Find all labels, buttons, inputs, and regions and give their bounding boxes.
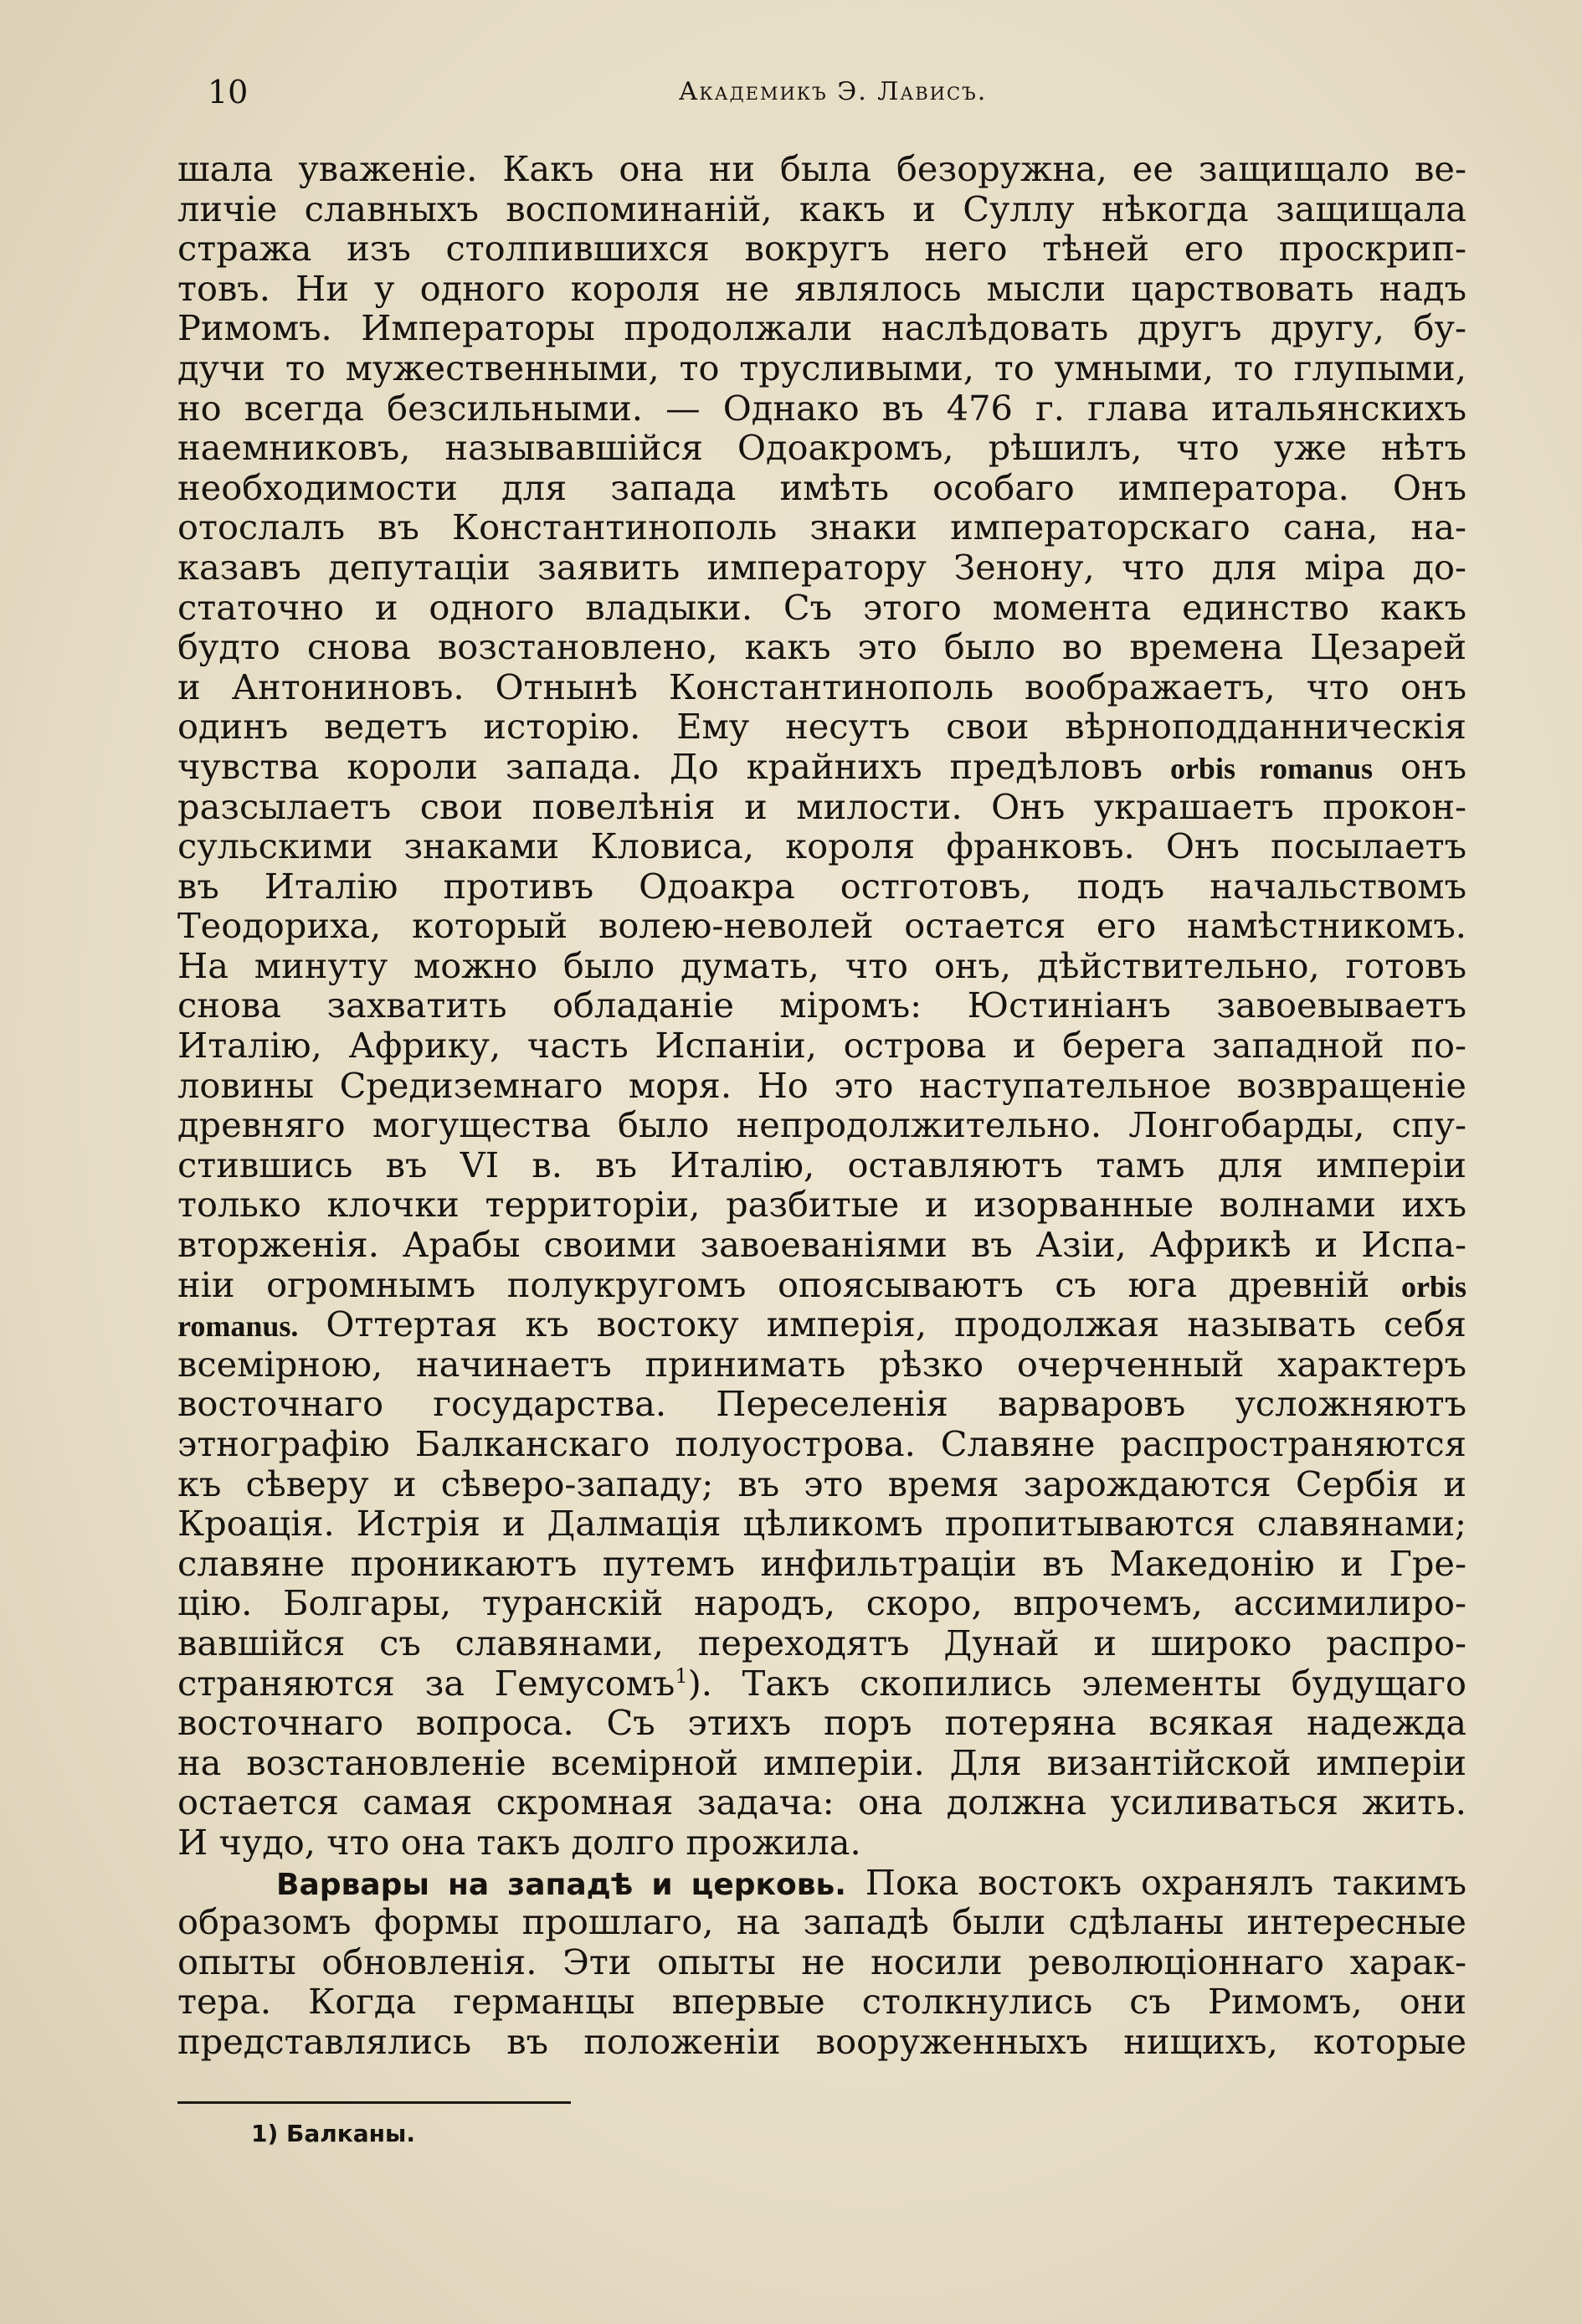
text-segment: онъ (1400, 746, 1466, 787)
text-line: только клочки территоріи, разбитые и изорванные волнами ихъ (177, 1185, 1466, 1226)
text-segment: Оттертая къ востоку имперія, продолжая называть себя (326, 1304, 1466, 1345)
text-segment: чувства короли запада. До крайнихъ предѣловъ (177, 746, 1143, 787)
text-line: необходимости для запада имѣть особаго императора. Онъ (177, 467, 1466, 508)
latin-term: orbis romanus (1169, 751, 1374, 785)
latin-term: orbis (1400, 1269, 1466, 1303)
text-line: цію. Болгары, туранскій народъ, скоро, впрочемъ, ассимилиро- (177, 1583, 1466, 1623)
text-line: вавшійся съ славянами, переходятъ Дунай и широко распро- (177, 1622, 1466, 1663)
text-line: всемірною, начинаетъ принимать рѣзко очерченный характеръ (177, 1344, 1466, 1385)
footnote-reference[interactable]: 1 (675, 1663, 688, 1688)
text-line: славяне проникаютъ путемъ инфильтраціи въ Македонію и Гре- (177, 1543, 1466, 1584)
text-line: остается самая скромная задача: она должна усиливаться жить. (177, 1782, 1466, 1823)
text-line: личіе славныхъ воспоминаній, какъ и Суллу нѣкогда защищала (177, 188, 1466, 229)
text-line: Кроація. Истрія и Далмація цѣликомъ пропитываются славянами; (177, 1504, 1466, 1544)
text-segment: Пока востокъ охранялъ такимъ (865, 1862, 1466, 1903)
running-head: Академикъ Э. Лависъ. (678, 77, 988, 106)
text-line-orbis-romanus (177, 747, 1466, 787)
text-line: будто снова возстановлено, какъ это было во времена Цезарей (177, 627, 1466, 667)
text-line: шала уваженіе. Какъ она ни была безоружна, ее защищало ве- (177, 149, 1466, 189)
text-line-footnote-ref (177, 1663, 1466, 1704)
section-heading: Варвары на западѣ и церковь. (276, 1867, 846, 1902)
text-line: казавъ депутаціи заявить императору Зенону, что для міра до- (177, 547, 1466, 588)
text-line: статочно и одного владыки. Съ этого момента единство какъ (177, 587, 1466, 628)
text-line: снова захватить обладаніе міромъ: Юстиніанъ завоевываетъ (177, 985, 1466, 1026)
text-line: наемниковъ, называвшійся Одоакромъ, рѣшилъ, что уже нѣтъ (177, 428, 1466, 468)
footnote-divider (177, 2101, 571, 2104)
text-line: стража изъ столпившихся вокругъ него тѣней его проскрип- (177, 229, 1466, 269)
text-line: на возстановленіе всемірной имперіи. Для византійской имперіи (177, 1742, 1466, 1783)
text-line: ловины Средиземнаго моря. Но это наступательное возвращеніе (177, 1065, 1466, 1106)
text-line: этнографію Балканскаго полуострова. Славяне распространяются (177, 1424, 1466, 1464)
text-line: опыты обновленія. Эти опыты не носили революціоннаго харак- (177, 1941, 1466, 1982)
text-line-orbis (177, 1265, 1466, 1305)
text-line: товъ. Ни у одного короля не являлось мысли царствовать надъ (177, 268, 1466, 309)
text-line: но всегда безсильными. — Однако въ 476 г. глава итальянскихъ (177, 388, 1466, 429)
text-line: восточнаго государства. Переселенія варваровъ усложняютъ (177, 1384, 1466, 1424)
text-line: одинъ ведетъ исторію. Ему несутъ свои вѣрноподданническія (177, 707, 1466, 747)
text-line: тера. Когда германцы впервые столкнулись съ Римомъ, они (177, 1982, 1466, 2022)
text-line: вторженія. Арабы своими завоеваніями въ Азіи, Африкѣ и Испа- (177, 1225, 1466, 1265)
text-line: разсылаетъ свои повелѣнія и милости. Онъ украшаетъ прокон- (177, 786, 1466, 827)
text-line: представлялись въ положеніи вооруженныхъ нищихъ, которые (177, 2021, 1466, 2062)
page-number: 10 (208, 74, 249, 111)
text-line: къ сѣверу и сѣверо-западу; въ это время зарождаются Сербія и (177, 1463, 1466, 1504)
text-line: восточнаго вопроса. Съ этихъ поръ потеряна всякая надежда (177, 1703, 1466, 1743)
section-heading-line (177, 1863, 1466, 1903)
text-line: дучи то мужественными, то трусливыми, то умными, то глупыми, (177, 347, 1466, 388)
text-segment: ). Такъ скопились элементы будущаго (687, 1663, 1466, 1704)
text-segment: ніи огромнымъ полукругомъ опоясываютъ съ юга древній (177, 1264, 1370, 1305)
text-line: И чудо, что она такъ долго прожила. (177, 1822, 861, 1863)
text-line: сульскими знаками Кловиса, короля франковъ. Онъ посылаетъ (177, 826, 1466, 866)
main-text (177, 149, 1466, 2062)
text-line: Теодориха, который волею-неволей остается его намѣстникомъ. (177, 906, 1466, 946)
text-line: Италію, Африку, часть Испаніи, острова и берега западной по- (177, 1026, 1466, 1066)
text-line: На минуту можно было думать, что онъ, дѣйствительно, готовъ (177, 945, 1466, 986)
text-line: отослалъ въ Константинополь знаки императорскаго сана, на- (177, 507, 1466, 548)
text-segment: страняются за Гемусомъ (177, 1663, 675, 1704)
footnote: 1) Балканы. (251, 2120, 415, 2147)
text-line: и Антониновъ. Отнынѣ Константинополь воображаетъ, что онъ (177, 666, 1466, 707)
text-line-romanus (177, 1304, 1466, 1345)
text-line: стившись въ VI в. въ Италію, оставляютъ тамъ для имперіи (177, 1144, 1466, 1185)
text-line: древняго могущества было непродолжительно. Лонгобарды, спу- (177, 1105, 1466, 1145)
text-line: въ Италію противъ Одоакра остготовъ, подъ начальствомъ (177, 866, 1466, 907)
latin-term: romanus. (177, 1309, 299, 1344)
page-header (201, 74, 1465, 116)
text-line: образомъ формы прошлаго, на западѣ были сдѣланы интересные (177, 1902, 1466, 1942)
text-line: Римомъ. Императоры продолжали наслѣдовать другъ другу, бу- (177, 308, 1466, 348)
